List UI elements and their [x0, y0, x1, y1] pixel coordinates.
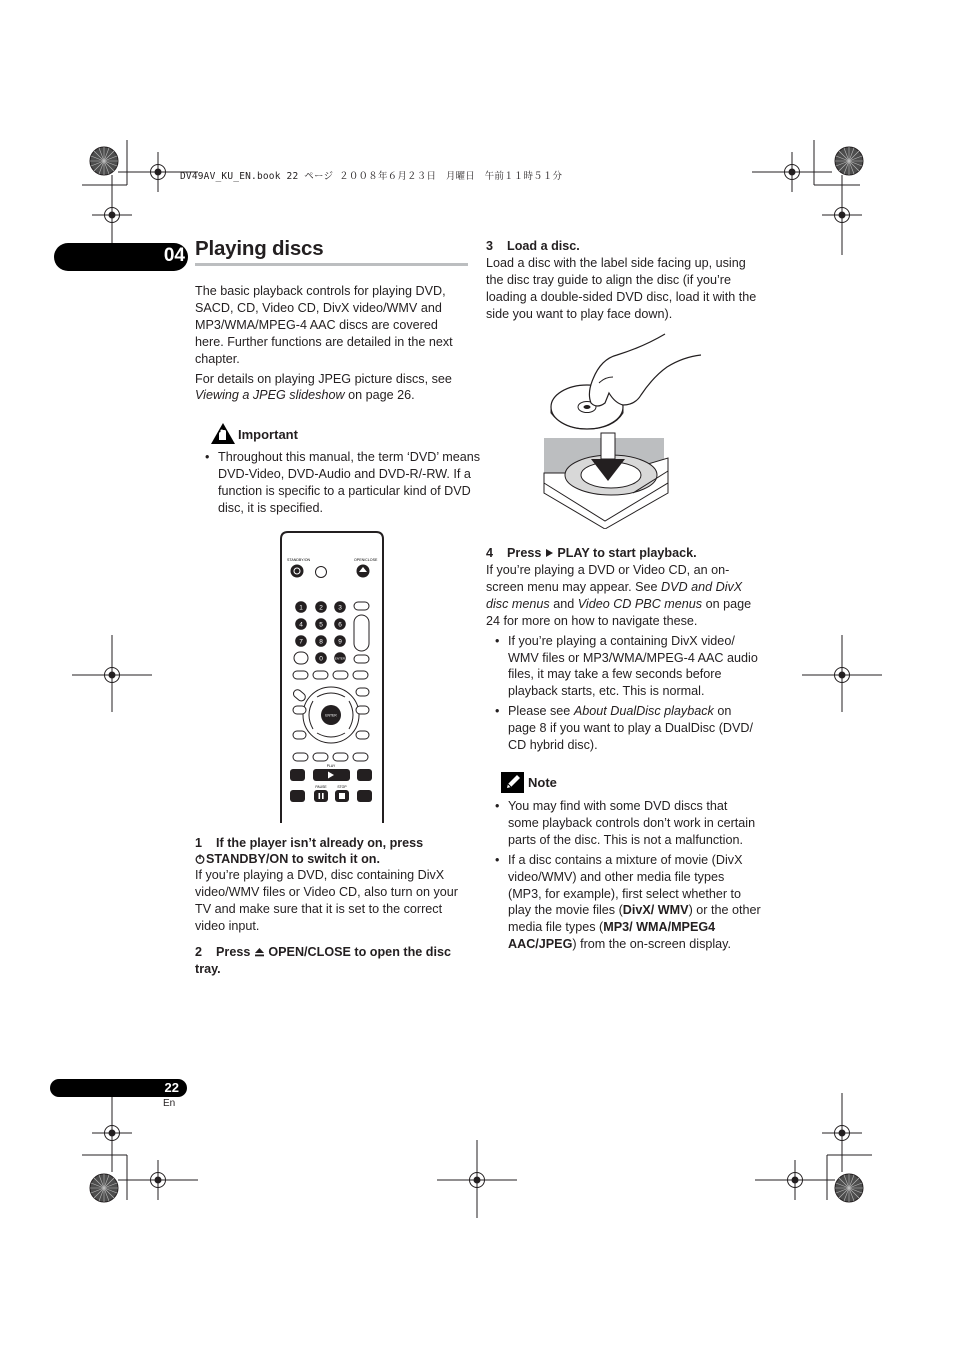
intro-paragraph-2: For details on playing JPEG picture discs, see Viewing a JPEG slideshow on page 26. — [195, 371, 452, 403]
step-4-body: If you’re playing a DVD or Video CD, an on-screen menu may appear. See DVD and DivX disc menus and Video CD PBC menus on page 24 for more on how to navigate these. • If you’re playing a containing DivX video/ WMV files or MP3/WMA/MPEG-4 AAC audio files, it may take a few seconds before playback starts, etc. This is normal. • Please see About DualDisc playback on page 8 if you want to play a DualDisc (DVD/ CD hybrid disc). — [486, 562, 761, 754]
digit-8: 8 — [319, 638, 323, 646]
digit-2: 2 — [319, 604, 323, 612]
note-body — [486, 798, 761, 953]
digit-7: 7 — [299, 638, 303, 646]
link-dvd-divx-menus[interactable]: DVD and DivX disc menus — [486, 579, 743, 611]
important-heading: Important — [238, 427, 298, 442]
digit-5: 5 — [319, 621, 323, 629]
step-4-bullet-2: • Please see About DualDisc playback on page 8 if you want to play a DualDisc (DVD/ CD hybrid disc). — [486, 703, 761, 754]
chapter-tab — [54, 243, 188, 271]
disc-loading-illustration — [543, 333, 703, 529]
step-1-heading: 1 If the player isn’t already on, press STANDBY/ON to switch it on. — [195, 836, 424, 866]
chapter-number: 04 — [163, 245, 185, 266]
step-3-heading: 3 Load a disc. — [486, 239, 580, 253]
standby-label: STANDBY/ON — [287, 558, 311, 562]
important-warning-icon — [210, 422, 236, 445]
intro — [195, 283, 470, 404]
remote-control-illustration — [279, 531, 385, 823]
enter-small: ENTER — [334, 656, 346, 661]
link-jpeg-slideshow[interactable]: Viewing a JPEG slideshow — [195, 388, 345, 403]
digit-6: 6 — [338, 621, 342, 629]
title-rule — [195, 263, 468, 266]
enter-center: ENTER — [325, 713, 337, 718]
step-1-body: If you’re playing a DVD, disc containing DivX video/WMV files or Video CD, also turn on your TV and make sure that it is set to the correct video input. — [195, 868, 458, 933]
power-icon — [195, 851, 206, 867]
step-4-heading: 4 Press PLAY to start playback. — [486, 546, 697, 560]
digit-4: 4 — [299, 621, 303, 629]
link-dualdisc[interactable]: About DualDisc playback — [573, 704, 714, 719]
step-4-bullet-1: • If you’re playing a containing DivX video/ WMV files or MP3/WMA/MPEG-4 AAC audio files, it may take a few seconds before playback starts, etc. This is normal. — [486, 633, 761, 701]
step-2-heading: 2 Press OPEN/CLOSE to open the disc tray. — [195, 945, 451, 976]
open-close-label: OPEN/CLOSE — [354, 558, 378, 562]
print-header: DV49AV_KU_EN.book 22 ページ ２００８年６月２３日 月曜日 午前１１時５１分 — [180, 171, 563, 182]
step-3-body: Load a disc with the label side facing up, using the disc tray guide to align the disc (if you’re loading a double-sided DVD disc, load it with the side you want to play face down). — [486, 256, 757, 321]
digit-0: 0 — [319, 655, 323, 663]
note-heading: Note — [528, 775, 557, 790]
page-number-tab — [50, 1079, 187, 1097]
play-icon — [545, 548, 554, 558]
pause-label: PAUSE — [315, 785, 327, 789]
page-title: Playing discs — [195, 237, 324, 260]
remote-round-button — [316, 567, 327, 578]
stop-label: STOP — [337, 785, 347, 789]
link-video-cd-pbc[interactable]: Video CD PBC menus — [577, 596, 703, 611]
note-bullet-1: • You may find with some DVD discs that some playback controls don’t work in certain parts of the disc. This is not a malfunction. — [486, 798, 761, 849]
play-label: PLAY — [326, 764, 336, 768]
note-bullet-2: • If a disc contains a mixture of movie (DivX video/WMV) and other media file types (MP3, for example), first select whether to play the movie files (DivX/ WMV) or the other media file types (MP3/ WMA/MPEG4 AAC/JPEG) from the on-screen display. — [486, 852, 761, 953]
note-pencil-icon — [501, 772, 524, 793]
digit-3: 3 — [338, 604, 342, 612]
page-number: 22 — [164, 1080, 179, 1095]
intro-paragraph-1: The basic playback controls for playing DVD, SACD, CD, Video CD, DivX video/WMV and MP3/WMA/MPEG-4 AAC discs are covered here. Further functions are detailed in the next chapter. — [195, 284, 453, 366]
eject-icon — [254, 947, 265, 957]
important-bullet: • Throughout this manual, the term ‘DVD’ means DVD-Video, DVD-Audio and DVD-R/-RW. If a function is specific to a particular kind of DVD disc, it is specified. — [196, 449, 491, 517]
language-label: En — [163, 1098, 176, 1109]
standby-button — [291, 565, 304, 578]
digit-1: 1 — [299, 604, 303, 612]
digit-9: 9 — [338, 638, 342, 646]
